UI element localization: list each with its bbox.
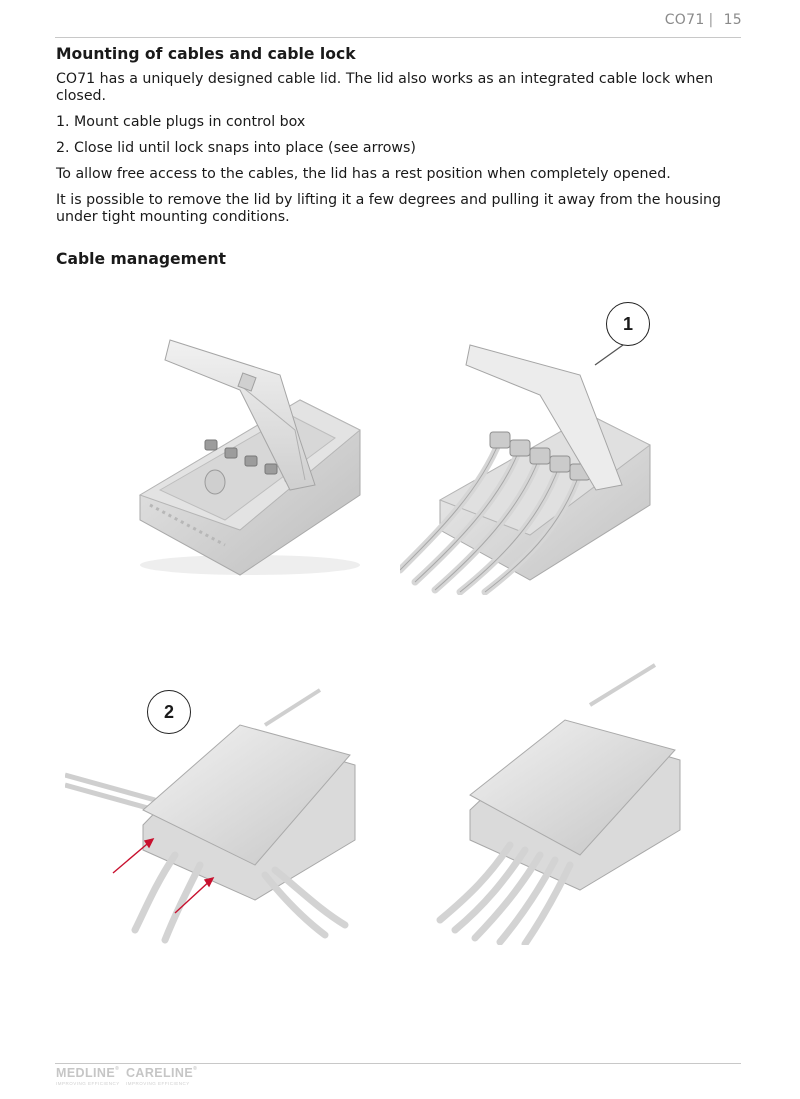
footer-rule [55,1063,741,1064]
control-box-open-cables-image [400,320,670,595]
step-1: 1. Mount cable plugs in control box [56,114,306,130]
control-box-closed-cables-image [430,660,690,945]
rest-position-paragraph: To allow free access to the cables, the lid has a rest position when completely opened. [56,166,671,182]
mounting-section [56,44,736,235]
cable-management-heading: Cable management [56,250,226,268]
medline-logo: MEDLINE® [56,1066,120,1080]
header-separator: | [708,12,714,28]
careline-logo: CARELINE® [126,1066,198,1080]
control-box-open-empty-image [130,330,370,580]
careline-tagline: IMPROVING EFFICIENCY [126,1081,190,1086]
intro-paragraph: CO71 has a uniquely designed cable lid. The lid also works as an integrated cable lock when closed. [56,71,714,104]
page-header [665,12,742,28]
doc-code: CO71 [664,12,705,28]
medline-tagline: IMPROVING EFFICIENCY [56,1081,120,1086]
step-2: 2. Close lid until lock snaps into place (see arrows) [56,140,416,156]
remove-lid-paragraph: It is possible to remove the lid by lifting it a few degrees and pulling it away from the housing under tight mounting conditions. [56,192,722,225]
page-number: 15 [723,12,742,28]
callout-2: 2 [147,690,191,734]
callout-1: 1 [606,302,650,346]
control-box-closed-lock-image [65,685,365,945]
mounting-heading: Mounting of cables and cable lock [56,45,356,63]
header-rule [55,37,741,38]
